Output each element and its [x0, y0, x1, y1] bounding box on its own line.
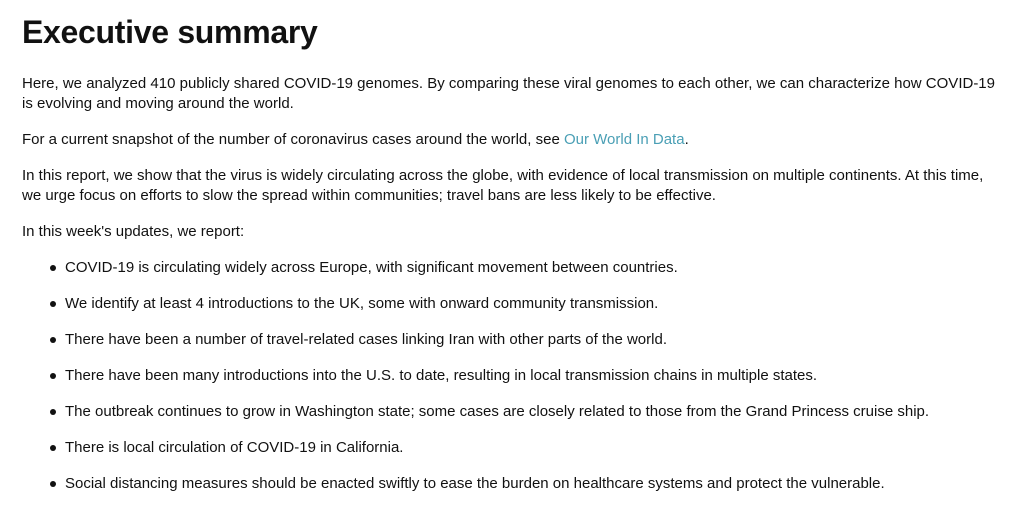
snapshot-paragraph: [22, 130, 1002, 150]
list-item-text: There is local circulation of COVID-19 in California.: [65, 439, 404, 456]
snapshot-prefix-text: For a current snapshot of the number of coronavirus cases around the world, see: [22, 131, 564, 148]
bullet-icon: [50, 265, 56, 271]
bullet-icon: [50, 409, 56, 415]
list-item-text: There have been a number of travel-related cases linking Iran with other parts of the world.: [65, 331, 667, 348]
list-item-text: COVID-19 is circulating widely across Europe, with significant movement between countries.: [65, 259, 678, 276]
page-title: Executive summary: [22, 14, 318, 50]
list-item-text: Social distancing measures should be enacted swiftly to ease the burden on healthcare systems and protect the vulnerable.: [65, 475, 885, 492]
bullet-icon: [50, 373, 56, 379]
list-item-text: We identify at least 4 introductions to the UK, some with onward community transmission.: [65, 295, 659, 312]
list-item-text: There have been many introductions into the U.S. to date, resulting in local transmission chains in multiple states.: [65, 367, 818, 384]
snapshot-suffix-text: .: [684, 131, 689, 148]
list-item: [50, 258, 1002, 278]
list-item-text: The outbreak continues to grow in Washington state; some cases are closely related to those from the Grand Princess cruise ship.: [65, 403, 930, 420]
updates-intro-paragraph: In this week's updates, we report:: [22, 223, 245, 240]
bullet-icon: [50, 301, 56, 307]
list-item: [50, 402, 1002, 422]
bullet-icon: [50, 481, 56, 487]
report-paragraph: In this report, we show that the virus is widely circulating across the globe, with evidence of local transmission on multiple continents. At this time, we urge focus on efforts to slow the spread within communities; travel bans are less likely to be effective.: [22, 167, 984, 204]
bullet-icon: [50, 445, 56, 451]
bullet-icon: [50, 337, 56, 343]
list-item: [50, 366, 1002, 386]
list-item: [50, 474, 1002, 494]
list-item: [50, 330, 1002, 350]
list-item: [50, 294, 1002, 314]
intro-paragraph: Here, we analyzed 410 publicly shared COVID-19 genomes. By comparing these viral genomes to each other, we can characterize how COVID-19 is evolving and moving around the world.: [22, 75, 995, 112]
our-world-in-data-link[interactable]: Our World In Data: [563, 131, 685, 148]
list-item: [50, 438, 1002, 458]
updates-list: [22, 258, 1002, 494]
